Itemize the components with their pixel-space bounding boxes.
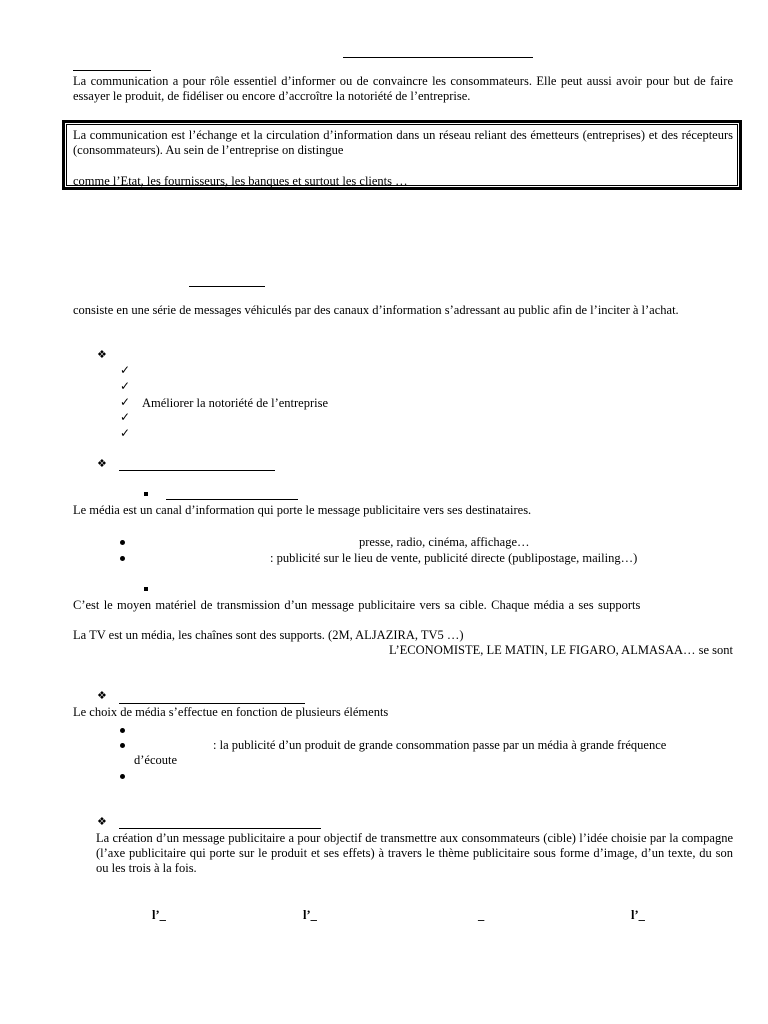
media-bullet-2: : publicité sur le lieu de vente, publicité directe (publipostage, mailing…): [270, 551, 638, 565]
square-bullet-icon: [144, 587, 148, 591]
tv-example: La TV est un média, les chaînes sont des supports. (2M, ALJAZIRA, TV5 …): [73, 628, 464, 642]
press-example: L’ECONOMISTE, LE MATIN, LE FIGARO, ALMASAA… se sont: [389, 643, 733, 657]
publicite-definition: consiste en une série de messages véhiculés par des canaux d’information s’adressant au public afin de l’inciter à l’achat.: [73, 303, 679, 317]
definition-text-2: comme l’Etat, les fournisseurs, les banques et surtout les clients …: [73, 174, 408, 188]
choix-item-2b: d’écoute: [134, 753, 178, 767]
diamond-bullet-icon: ❖: [97, 349, 107, 361]
choix-heading-blank: [119, 703, 305, 704]
bottom-label: l’_: [631, 908, 645, 922]
bottom-label: _: [478, 908, 485, 922]
check-icon: ✓: [120, 395, 131, 409]
objective-item: Améliorer la notoriété de l’entreprise: [142, 396, 329, 410]
intro-paragraph: La communication a pour rôle essentiel d’informer ou de convaincre les consommateurs. Elle peut aussi avoir pour but de faire essayer le produit, de fidéliser ou encore d’accroître la notoriété de l’entreprise.: [73, 74, 733, 103]
square-bullet-icon: [144, 492, 148, 496]
diamond-bullet-icon: ❖: [97, 690, 107, 702]
choix-intro: Le choix de média s’effectue en fonction de plusieurs éléments: [73, 705, 389, 719]
check-icon: ✓: [120, 379, 131, 393]
definition-text: La communication est l’échange et la circulation d’information dans un réseau reliant des émetteurs (entreprises) et des récepteurs (consommateurs). Au sein de l’entreprise on distingue: [73, 128, 733, 157]
diamond-bullet-icon: ❖: [97, 816, 107, 828]
publicite-heading-blank: [189, 286, 265, 287]
media-definition: Le média est un canal d’information qui porte le message publicitaire vers ses destinataires.: [73, 503, 532, 517]
title-blank-line: [343, 57, 533, 58]
creation-paragraph: La création d’un message publicitaire a pour objectif de transmettre aux consommateurs (cible) l’idée choisie par la compagne (l’axe publicitaire qui porte sur le produit et ses effets) à travers le thème publicitaire sous forme d’image, d’un texte, du son ou les trois à la fois.: [96, 831, 733, 875]
diamond-bullet-icon: ❖: [97, 458, 107, 470]
support-definition: C’est le moyen matériel de transmission d’un message publicitaire vers sa cible. Chaque média a ses supports: [73, 598, 641, 612]
round-bullet-icon: [120, 556, 125, 561]
bottom-label: l’_: [303, 908, 317, 922]
round-bullet-icon: [120, 728, 125, 733]
round-bullet-icon: [120, 743, 125, 748]
bottom-label: l’_: [152, 908, 166, 922]
check-icon: ✓: [120, 410, 131, 424]
media-heading-blank: [119, 470, 275, 471]
round-bullet-icon: [120, 540, 125, 545]
check-icon: ✓: [120, 363, 131, 377]
round-bullet-icon: [120, 774, 125, 779]
media-bullet-1: presse, radio, cinéma, affichage…: [359, 535, 530, 549]
check-icon: ✓: [120, 426, 131, 440]
choix-item-2: : la publicité d’un produit de grande consommation passe par un média à grande fréquence: [213, 738, 667, 752]
section-blank-line: [73, 70, 151, 71]
media-subheading-blank: [166, 499, 298, 500]
creation-heading-blank: [119, 828, 321, 829]
